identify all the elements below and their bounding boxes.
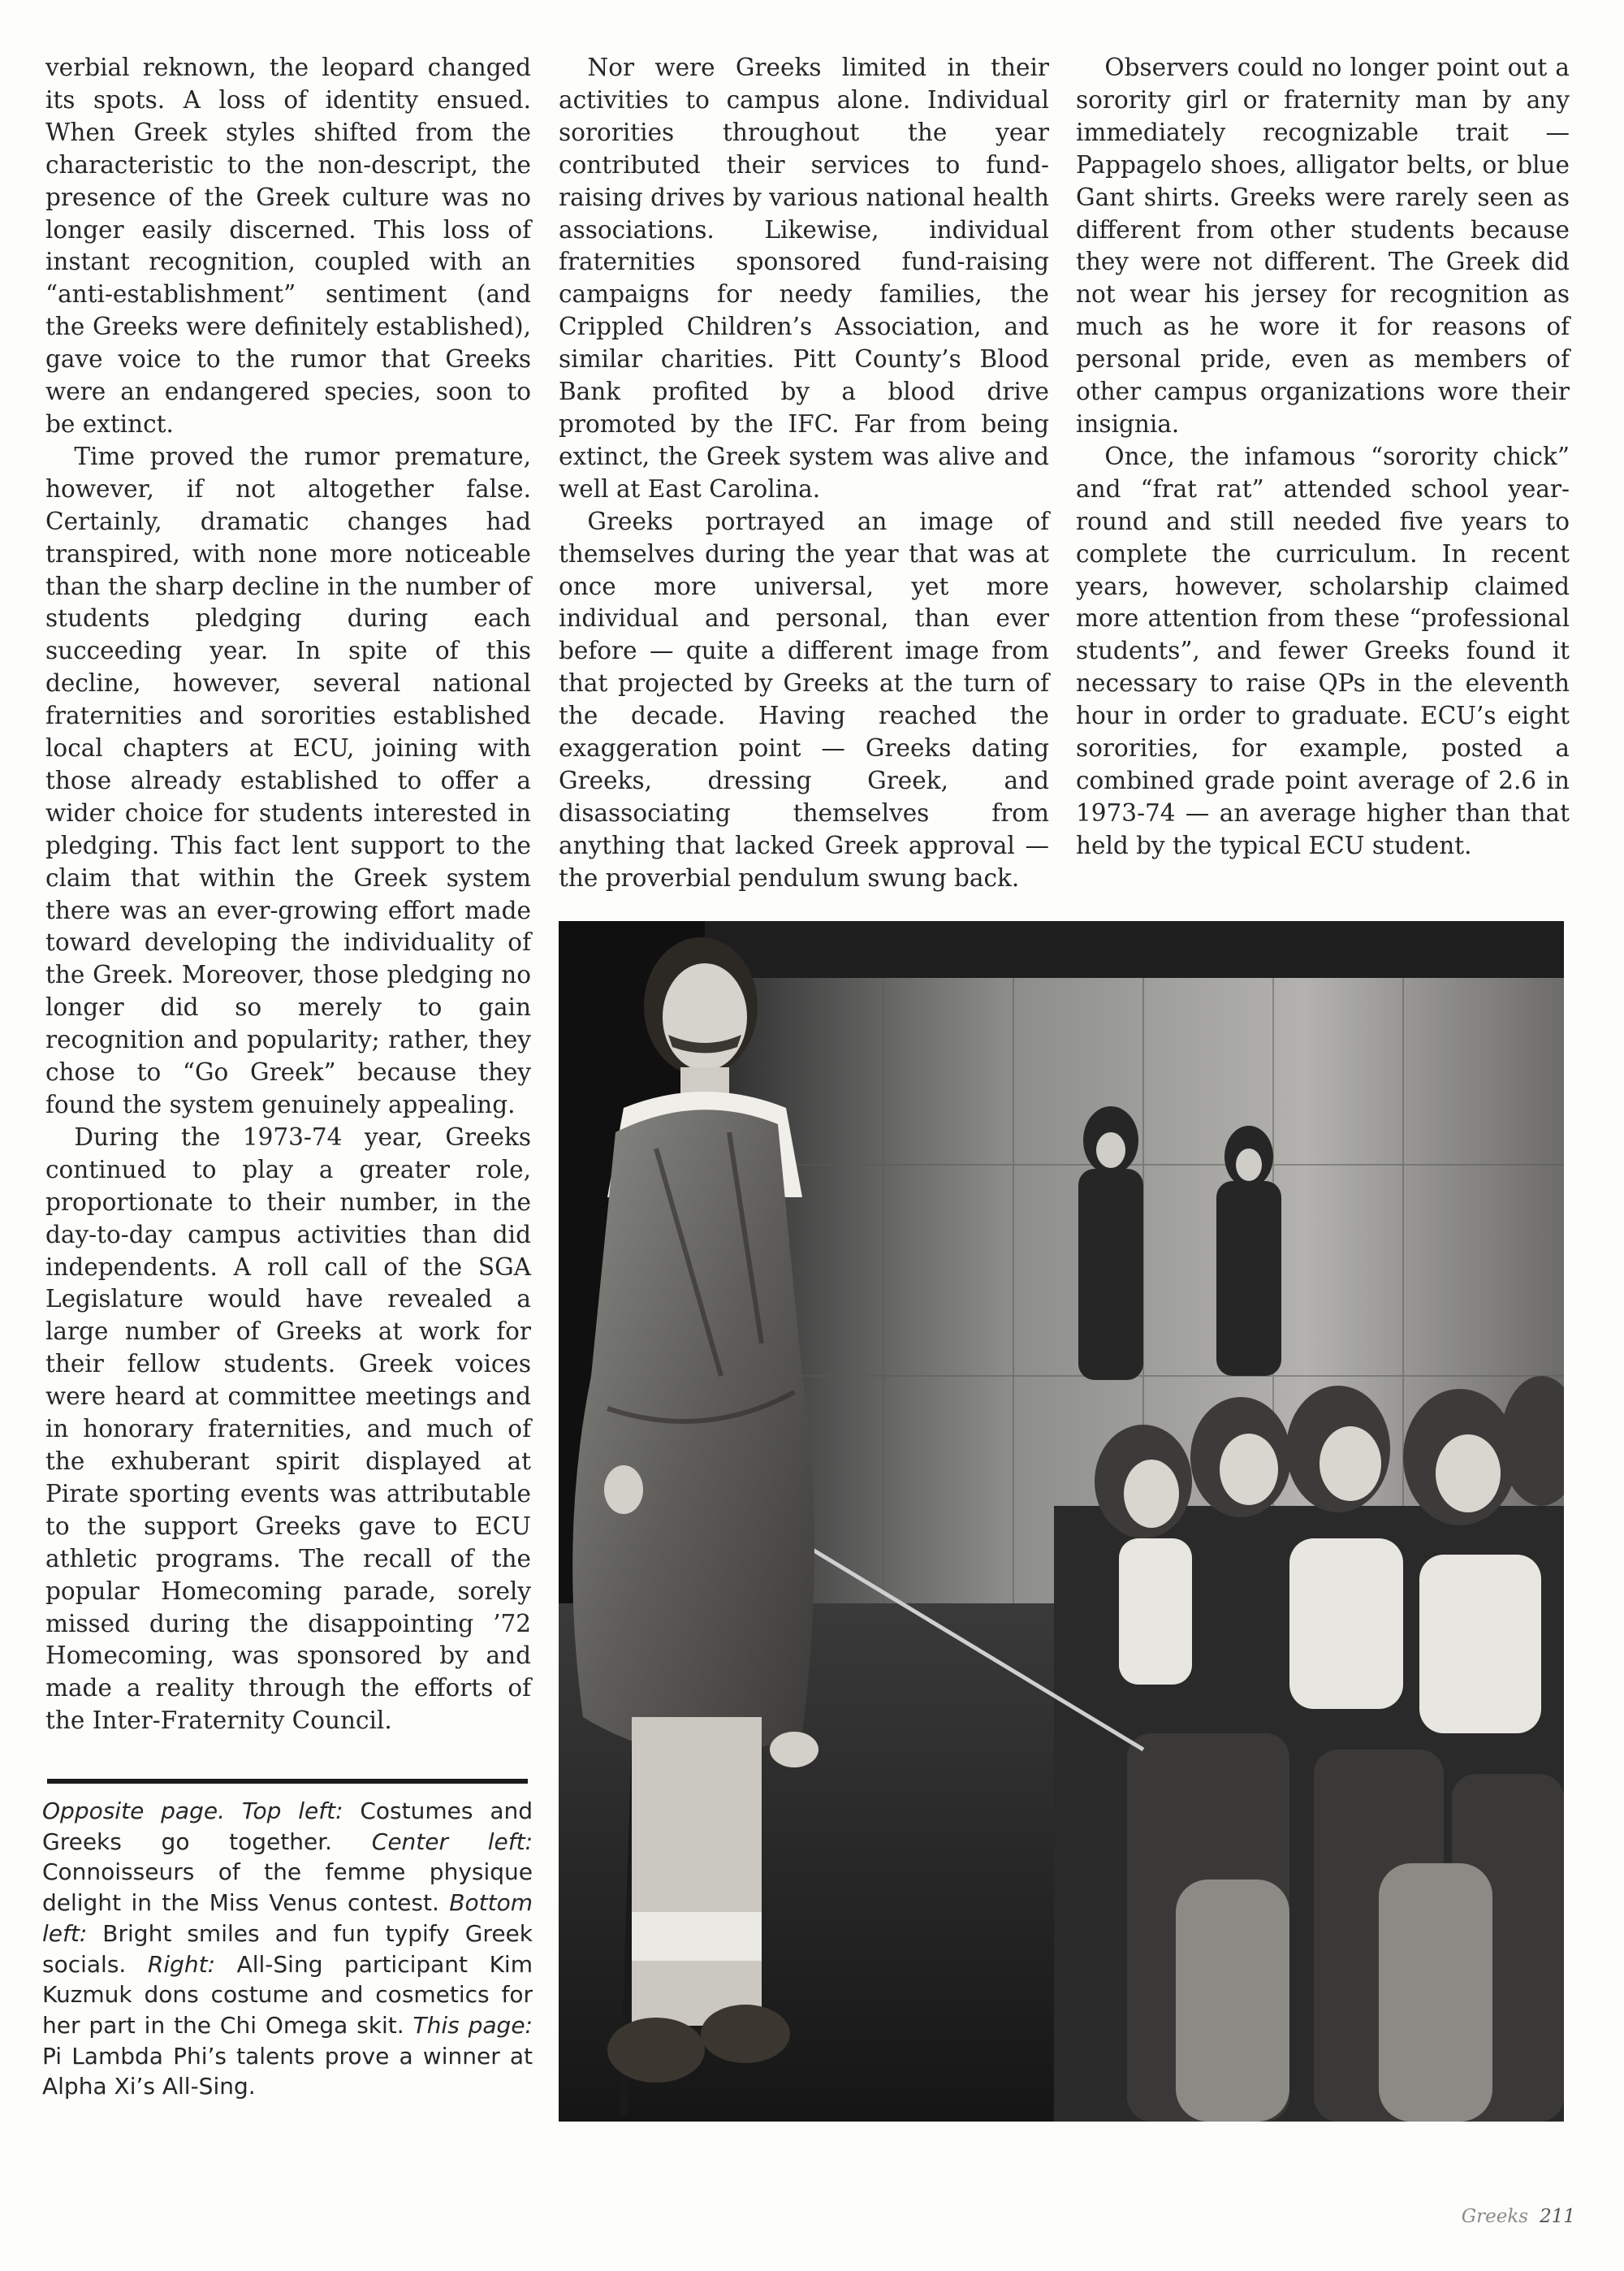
caption-text: Connoisseurs of the femme physique delight in the Miss Venus contest. <box>42 1858 533 1917</box>
caption-lead: Right: <box>147 1950 216 1978</box>
caption-divider <box>47 1779 528 1784</box>
article-column-2 <box>559 52 1049 895</box>
paragraph: During the 1973-74 year, Greeks continued to play a greater role, proportionate to their number, in the day-to-day campus activities than did independents. A roll call of the SGA Legislature would have revealed a large number of Greeks at work for their fellow students. Greek voices were heard at committee meetings and in honorary fraternities, and much of the exhuberant spirit displayed at Pirate sporting events was attributable to the support Greeks gave to ECU athletic programs. The recall of the popular Homecoming parade, sorely missed during the disappointing ’72 Homecoming, was sponsored by and made a reality through the efforts of the Inter-Fraternity Council. <box>45 1123 531 1735</box>
caption-text: Pi Lambda Phi’s talents prove a winner at Alpha Xi’s All-Sing. <box>42 2042 533 2100</box>
caption-lead: Center left: <box>371 1828 533 1855</box>
paragraph: Observers could no longer point out a sorority girl or fraternity man by any immediately recognizable trait — Pappagelo shoes, alligator belts, or blue Gant shirts. Greeks were rarely seen as different from other students because they were not different. The Greek did not wear his jersey for recognition as much as he wore it for reasons of personal pride, even as members of other campus organizations wore their insignia. <box>1076 54 1570 438</box>
article-column-3 <box>1076 52 1570 863</box>
section-name: Greeks <box>1461 2206 1529 2227</box>
caption-lead: Opposite page. Top left: <box>42 1797 343 1824</box>
caption-text: All-Sing participant Kim Kuzmuk dons costume and cosmetics for her part in the Chi Omega skit. <box>42 1950 533 2039</box>
article-column-1 <box>45 52 531 1737</box>
caption-text: Bright smiles and fun typify Greek socials. <box>42 1919 533 1978</box>
photo <box>559 921 1564 2122</box>
caption-text: Costumes and Greeks go together. <box>42 1797 533 1855</box>
caption-lead: Bottom left: <box>42 1889 533 1947</box>
photo-caption <box>42 1796 533 2102</box>
paragraph: Time proved the rumor premature, however, if not altogether false. Certainly, dramatic changes had transpired, with none more noticeable than the sharp decline in the number of students pledging during each succeeding year. In spite of this decline, however, several national fraternities and sororities established local chapters at ECU, joining with those already established to offer a wider choice for students interested in pledging. This fact lent support to the claim that within the Greek system there was an ever-growing effort made toward developing the individuality of the Greek. Moreover, those pledging no longer did so merely to gain recognition and popularity; rather, they chose to “Go Greek” because they found the system genuinely appealing. <box>45 442 531 1118</box>
paragraph: verbial reknown, the leopard changed its spots. A loss of identity ensued. When Greek styles shifted from the characteristic to the non-descript, the presence of the Greek culture was no longer easily discerned. This loss of instant recognition, coupled with an “anti-establishment” sentiment (and the Greeks were definitely established), gave voice to the rumor that Greeks were an endangered species, soon to be extinct. <box>45 54 531 438</box>
caption-lead: This page: <box>412 2011 533 2039</box>
page-footer <box>1429 2206 1575 2227</box>
page-number: 211 <box>1540 2206 1575 2227</box>
photo-illustration <box>559 921 1564 2122</box>
paragraph: Once, the infamous “sorority chick” and “frat rat” attended school year-round and still needed five years to complete the curriculum. In recent years, however, scholarship claimed more attention from these “professional students”, and fewer Greeks found it necessary to raise QPs in the eleventh hour in order to graduate. ECU’s eight sororities, for example, posted a combined grade point average of 2.6 in 1973-74 — an average higher than that held by the typical ECU student. <box>1076 442 1570 859</box>
paragraph: Greeks portrayed an image of themselves during the year that was at once more universal, yet more individual and personal, than ever before — quite a different image from that projected by Greeks at the turn of the decade. Having reached the exaggeration point — Greeks dating Greeks, dressing Greek, and disassociating themselves from anything that lacked Greek approval — the proverbial pendulum swung back. <box>559 507 1049 892</box>
audience-seated <box>1054 1376 1564 2122</box>
paragraph: Nor were Greeks limited in their activities to campus alone. Individual sororities throughout the year contributed their services to fund-raising drives by various national health associations. Likewise, individual fraternities sponsored fund-raising campaigns for needy families, the Crippled Children’s Association, and similar charities. Pitt County’s Blood Bank profited by a blood drive promoted by the IFC. Far from being extinct, the Greek system was alive and well at East Carolina. <box>559 54 1049 503</box>
